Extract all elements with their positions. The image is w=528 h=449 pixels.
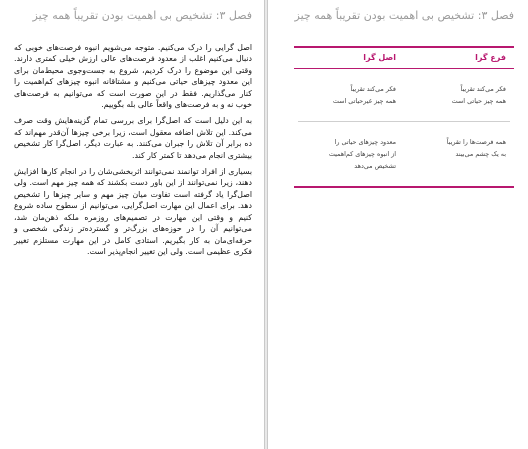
cell-nonessentialist-1 [404, 69, 514, 121]
running-head-right: فصل ۳: تشخیص بی اهمیت بودن تقریباً همه چیز [294, 9, 514, 22]
cell-line: تشخیص می‌دهد [354, 162, 396, 170]
cell-essentialist-1 [294, 69, 404, 121]
paragraph-3: بسیاری از افراد توانمند نمی‌توانند اثربخشی‌شان را در انجام کارها افزایش دهند، زیرا نمی‌توانند از این باور دست بکشند که همه چیز مهم است. ولی اصل‌گرا یاد گرفته است تفاوت میان چیز مهم و سایر چیزها را تشخیص دهد. برای اعمال این مهارت اصل‌گرایی، می‌توانیم از سطوح ساده شروع کنیم و وقتی این مهارت در تصمیم‌های روزمره ملکه ذهن‌مان شد، می‌توانیم آن را در حوزه‌های بزرگ‌تر و گسترده‌تر زندگی شخصی و حرفه‌ای‌مان به کار بگیریم. استادی کامل در این مهارت مستلزم تغییر فکری عظیمی است. ولی این تغییر انجام‌پذیر است. [14, 167, 252, 256]
cell-line: معدود چیزهای حیاتی را [334, 138, 396, 146]
cell-line: فکر می‌کند تقریباً [350, 85, 396, 93]
table-row [294, 122, 514, 186]
table-bottom-rule [294, 186, 514, 188]
cell-line: همه چیز حیاتی است [451, 97, 506, 105]
body-text [14, 42, 252, 262]
paragraph-1: اصل گرایی را درک می‌کنیم. متوجه می‌شویم انبوه فرصت‌های خوبی که دنبال می‌کنیم اغلب از معدود فرصت‌های عالی ارزش خیلی کمتری دارند. وقتی این موضوع را درک کردیم، شروع به جست‌وجوی محیط‌مان برای این معدود چیزهای حیاتی می‌کنیم و مشتاقانه انبوه چیزهای کم‌اهمیت را کنار می‌گذاریم. فقط در این صورت است که می‌توانیم به فرصت‌های خوب نه و به فرصت‌های واقعاً عالی بله بگوییم. [14, 43, 252, 110]
header-nonessentialist: فرع گرا [475, 53, 506, 62]
comparison-table [294, 46, 514, 188]
table-header-row [294, 48, 514, 68]
table-row [294, 69, 514, 121]
right-page [268, 0, 528, 449]
cell-line: همه چیز غیرحیاتی است [332, 97, 396, 105]
cell-line: فکر می‌کند تقریباً [460, 85, 506, 93]
cell-line: از انبوه چیزهای کم‌اهمیت [328, 150, 396, 158]
cell-line: به یک چشم می‌بیند [455, 150, 506, 158]
header-essentialist: اصل گرا [363, 53, 396, 62]
cell-essentialist-2 [294, 122, 404, 186]
cell-nonessentialist-2 [404, 122, 514, 186]
paragraph-2: به این دلیل است که اصل‌گرا برای بررسی تمام گزینه‌هایش وقت صرف می‌کند. این تلاش اضافه معقول است، زیرا برخی چیزها آن‌قدر مهم‌اند که ده برابر آن تلاش را جبران می‌کنند. به عبارت دیگر، اصل‌گرا کار تشخیص بیشتری انجام می‌دهد تا کمتر کار کند. [14, 116, 252, 160]
running-head-left: فصل ۳: تشخیص بی اهمیت بودن تقریباً همه چیز [32, 9, 252, 22]
cell-line: همه فرصت‌ها را تقریباً [446, 138, 506, 146]
